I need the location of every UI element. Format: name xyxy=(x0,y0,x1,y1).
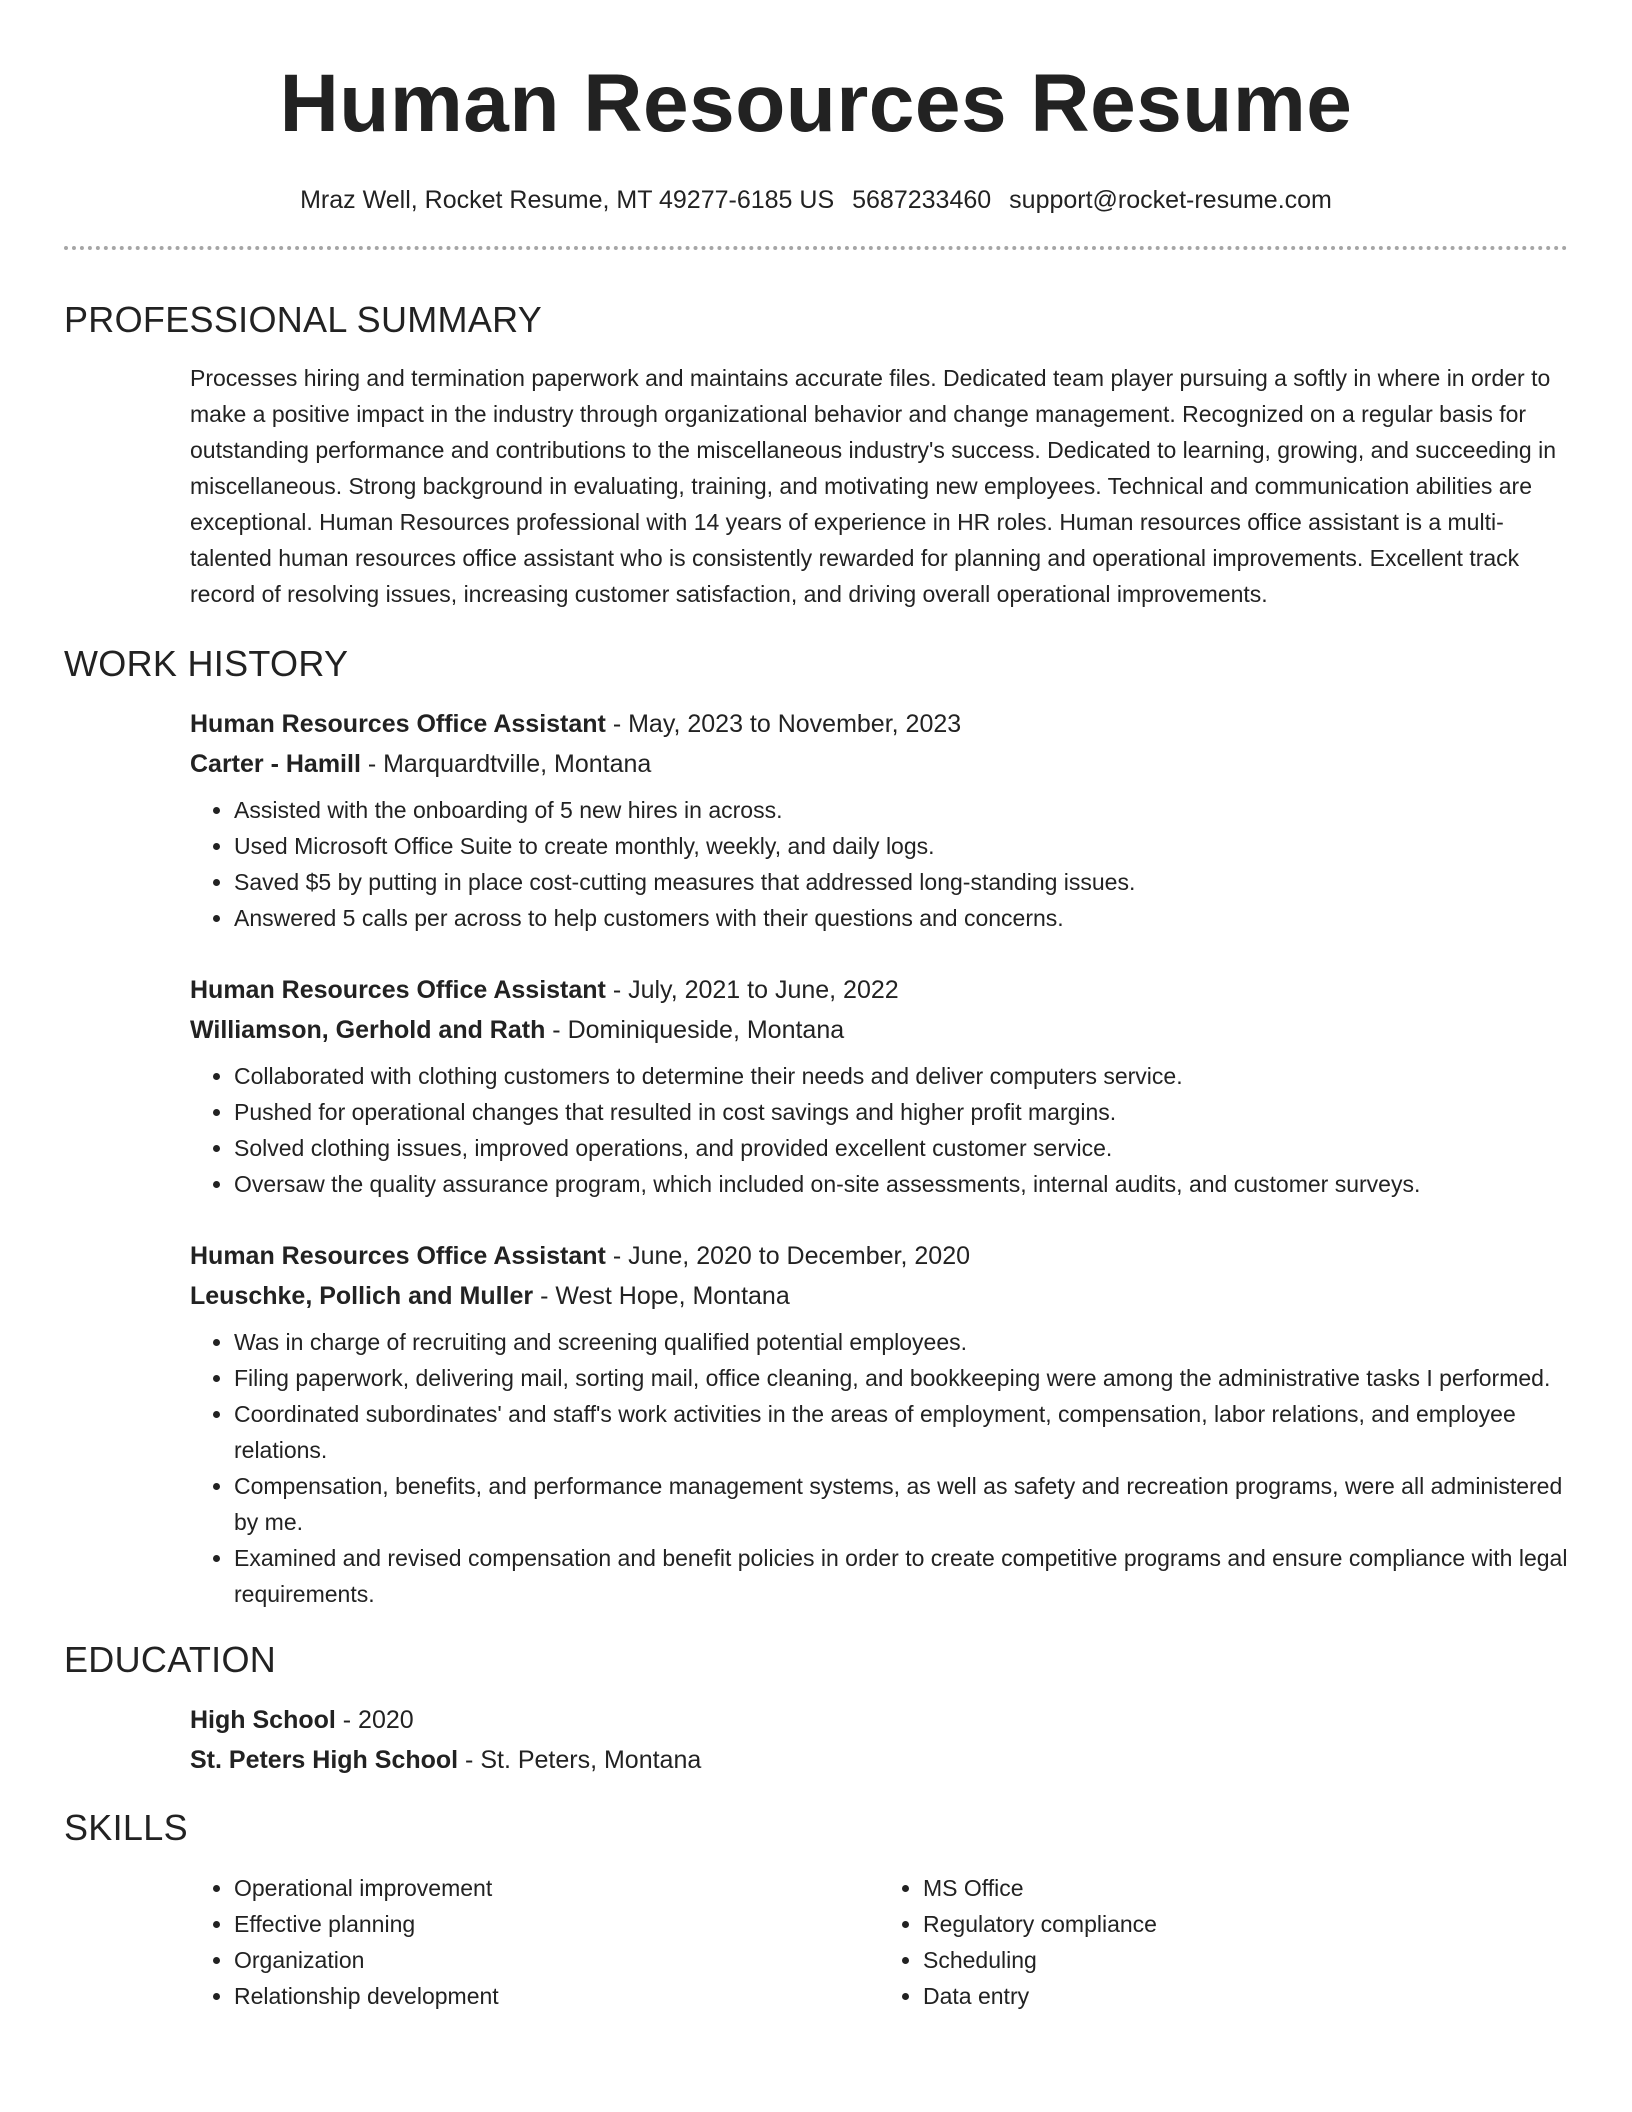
education-location: - St. Peters, Montana xyxy=(458,1746,702,1774)
job-company: Leuschke, Pollich and Muller xyxy=(190,1282,534,1310)
header-divider xyxy=(64,246,1568,250)
list-item: • Saved $5 by putting in place cost-cutting measures that addressed long-standing issues. xyxy=(234,864,1568,900)
education-section xyxy=(190,1700,1568,1780)
job-entry xyxy=(190,1236,1568,1612)
list-item: • Examined and revised compensation and benefit policies in order to create competitive programs and ensure compliance with legal requirements. xyxy=(234,1540,1568,1612)
contact-email: support@rocket-resume.com xyxy=(1009,186,1332,214)
work-history-section xyxy=(190,704,1568,1612)
summary-section xyxy=(190,360,1568,612)
job-company: Carter - Hamill xyxy=(190,750,361,778)
job-company-line xyxy=(190,744,1568,784)
skills-list-right xyxy=(879,1870,1568,2014)
summary-text: Processes hiring and termination paperwork and maintains accurate files. Dedicated team player pursuing a softly in where in order to make a positive impact in the industry through organizational behavior and change management. Recognized on a regular basis for outstanding performance and contributions to the miscellaneous industry's success. Dedicated to learning, growing, and succeeding in miscellaneous. Strong background in evaluating, training, and motivating new employees. Technical and communication abilities are exceptional. Human Resources professional with 14 years of experience in HR roles. Human resources office assistant is a multi-talented human resources office assistant who is consistently rewarded for planning and operational improvements. Excellent track record of resolving issues, increasing customer satisfaction, and driving overall operational improvements. xyxy=(190,365,1557,607)
list-item: • MS Office xyxy=(923,1870,1568,1906)
skills-list-left xyxy=(190,1870,879,2014)
list-item: • Solved clothing issues, improved operations, and provided excellent customer service. xyxy=(234,1130,1568,1166)
job-title: Human Resources Office Assistant xyxy=(190,710,606,738)
education-school: St. Peters High School xyxy=(190,1746,459,1774)
contact-line xyxy=(64,184,1568,216)
education-degree: High School xyxy=(190,1706,336,1734)
list-item: • Regulatory compliance xyxy=(923,1906,1568,1942)
job-dates: - July, 2021 to June, 2022 xyxy=(605,976,899,1004)
job-bullets xyxy=(190,1324,1568,1612)
job-location: - Marquardtville, Montana xyxy=(360,750,652,778)
job-company: Williamson, Gerhold and Rath xyxy=(190,1016,546,1044)
job-title-line xyxy=(190,970,1568,1010)
list-item: • Scheduling xyxy=(923,1942,1568,1978)
job-bullets xyxy=(190,792,1568,936)
list-item: • Used Microsoft Office Suite to create monthly, weekly, and daily logs. xyxy=(234,828,1568,864)
list-item: • Filing paperwork, delivering mail, sorting mail, office cleaning, and bookkeeping were among the administrative tasks I performed. xyxy=(234,1360,1568,1396)
list-item: • Relationship development xyxy=(234,1978,879,2014)
job-company-line xyxy=(190,1276,1568,1316)
job-title: Human Resources Office Assistant xyxy=(190,1242,606,1270)
job-entry xyxy=(190,704,1568,936)
job-title-line xyxy=(190,704,1568,744)
job-entry xyxy=(190,970,1568,1202)
education-year: - 2020 xyxy=(335,1706,414,1734)
list-item: • Was in charge of recruiting and screening qualified potential employees. xyxy=(234,1324,1568,1360)
list-item: • Effective planning xyxy=(234,1906,879,1942)
resume-title: Human Resources Resume xyxy=(279,58,1353,149)
skills-section xyxy=(190,1870,1568,2014)
education-heading: EDUCATION xyxy=(64,1639,277,1680)
job-location: - West Hope, Montana xyxy=(533,1282,790,1310)
list-item: • Answered 5 calls per across to help customers with their questions and concerns. xyxy=(234,900,1568,936)
summary-heading: PROFESSIONAL SUMMARY xyxy=(64,299,543,340)
job-company-line xyxy=(190,1010,1568,1050)
list-item: • Data entry xyxy=(923,1978,1568,2014)
list-item: • Pushed for operational changes that resulted in cost savings and higher profit margins. xyxy=(234,1094,1568,1130)
job-title-line xyxy=(190,1236,1568,1276)
list-item: • Operational improvement xyxy=(234,1870,879,1906)
education-school-line xyxy=(190,1740,1568,1780)
contact-address: Mraz Well, Rocket Resume, MT 49277-6185 US xyxy=(300,186,835,214)
job-bullets xyxy=(190,1058,1568,1202)
work-history-heading: WORK HISTORY xyxy=(64,643,349,684)
list-item: • Assisted with the onboarding of 5 new hires in across. xyxy=(234,792,1568,828)
contact-phone: 5687233460 xyxy=(852,186,992,214)
skills-heading: SKILLS xyxy=(64,1807,188,1848)
list-item: • Organization xyxy=(234,1942,879,1978)
job-dates: - May, 2023 to November, 2023 xyxy=(605,710,962,738)
list-item: • Collaborated with clothing customers to determine their needs and deliver computers service. xyxy=(234,1058,1568,1094)
education-degree-line xyxy=(190,1700,1568,1740)
list-item: • Compensation, benefits, and performance management systems, as well as safety and recreation programs, were all administered by me. xyxy=(234,1468,1568,1540)
job-dates: - June, 2020 to December, 2020 xyxy=(605,1242,970,1270)
job-title: Human Resources Office Assistant xyxy=(190,976,606,1004)
list-item: • Coordinated subordinates' and staff's work activities in the areas of employment, compensation, labor relations, and employee relations. xyxy=(234,1396,1568,1468)
list-item: • Oversaw the quality assurance program, which included on-site assessments, internal audits, and customer surveys. xyxy=(234,1166,1568,1202)
job-location: - Dominiqueside, Montana xyxy=(545,1016,845,1044)
